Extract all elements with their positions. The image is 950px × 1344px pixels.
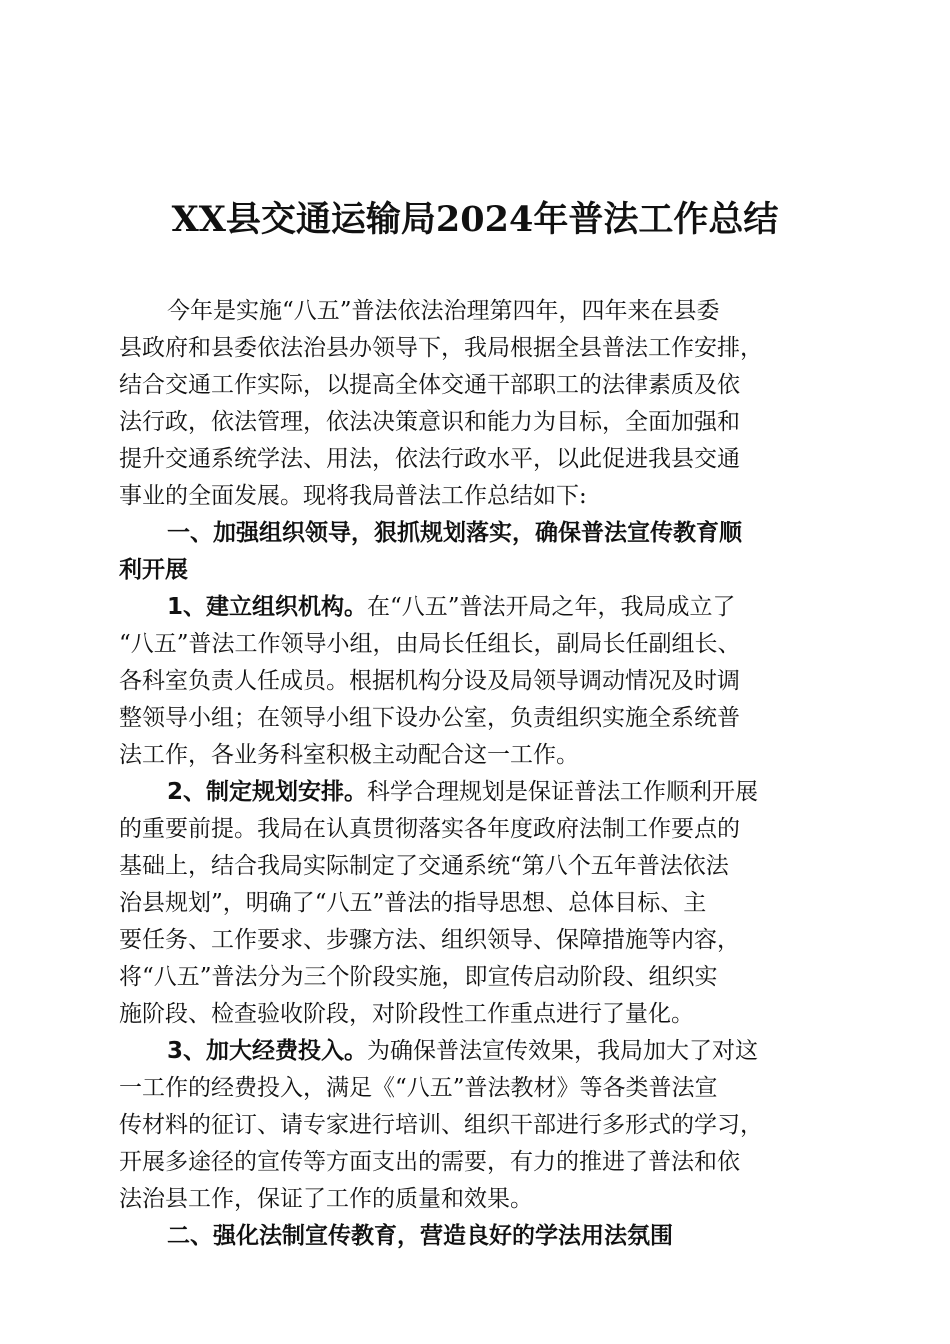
item-2-first-text: 科学合理规划是保证普法工作顺利开展 xyxy=(367,779,759,805)
heading-line: 利开展 xyxy=(119,557,188,583)
document-title: XX县交通运输局2024年普法工作总结 xyxy=(171,199,779,240)
text-line: 基础上，结合我局实际制定了交通系统“第八个五年普法依法 xyxy=(119,853,729,879)
text-line: 结合交通工作实际，以提高全体交通干部职工的法律素质及依 xyxy=(119,372,740,398)
text-line: 一工作的经费投入，满足《“八五”普法教材》等各类普法宣 xyxy=(119,1075,718,1101)
text-line: 整领导小组；在领导小组下设办公室，负责组织实施全系统普 xyxy=(119,705,740,731)
text-line: 法工作，各业务科室积极主动配合这一工作。 xyxy=(119,742,579,768)
text-line: 各科室负责人任成员。根据机构分设及局领导调动情况及时调 xyxy=(119,668,740,694)
heading-line: 一、加强组织领导，狠抓规划落实，确保普法宣传教育顺 xyxy=(167,520,742,546)
section-1-heading xyxy=(119,515,831,589)
text-line: 施阶段、检查验收阶段，对阶段性工作重点进行了量化。 xyxy=(119,1001,694,1027)
text-line xyxy=(119,589,831,626)
intro-paragraph xyxy=(119,293,831,515)
text-line: 今年是实施“八五”普法依法治理第四年，四年来在县委 xyxy=(167,298,720,324)
text-line: 县政府和县委依法治县办领导下，我局根据全县普法工作安排， xyxy=(119,335,763,361)
item-3-first-text: 为确保普法宣传效果，我局加大了对这 xyxy=(367,1038,759,1064)
text-line: 要任务、工作要求、步骤方法、组织领导、保障措施等内容， xyxy=(119,927,740,953)
text-line xyxy=(119,1033,831,1070)
item-2-paragraph xyxy=(119,774,831,1033)
text-line: 法治县工作，保证了工作的质量和效果。 xyxy=(119,1186,533,1212)
item-1-first-text: 在“八五”普法开局之年，我局成立了 xyxy=(367,594,736,620)
text-line: 的重要前提。我局在认真贯彻落实各年度政府法制工作要点的 xyxy=(119,816,740,842)
text-line xyxy=(119,774,831,811)
text-line: 提升交通系统学法、用法，依法行政水平，以此促进我县交通 xyxy=(119,446,740,472)
text-line: 法行政，依法管理，依法决策意识和能力为目标，全面加强和 xyxy=(119,409,740,435)
text-line: 治县规划”，明确了“八五”普法的指导思想、总体目标、主 xyxy=(119,890,707,916)
item-3-paragraph xyxy=(119,1033,831,1218)
item-1-paragraph xyxy=(119,589,831,774)
item-1-lead: 1、建立组织机构。 xyxy=(167,594,368,620)
section-2-heading: 二、强化法制宣传教育，营造良好的学法用法氛围 xyxy=(167,1223,673,1249)
document-body xyxy=(119,293,831,1255)
text-line: 开展多途径的宣传等方面支出的需要，有力的推进了普法和依 xyxy=(119,1149,740,1175)
text-line: “八五”普法工作领导小组，由局长任组长，副局长任副组长、 xyxy=(119,631,741,657)
text-line: 事业的全面发展。现将我局普法工作总结如下: xyxy=(119,483,587,509)
item-2-lead: 2、制定规划安排。 xyxy=(167,779,368,805)
text-line: 将“八五”普法分为三个阶段实施，即宣传启动阶段、组织实 xyxy=(119,964,718,990)
item-3-lead: 3、加大经费投入。 xyxy=(167,1038,368,1064)
text-line: 传材料的征订、请专家进行培训、组织干部进行多形式的学习， xyxy=(119,1112,763,1138)
